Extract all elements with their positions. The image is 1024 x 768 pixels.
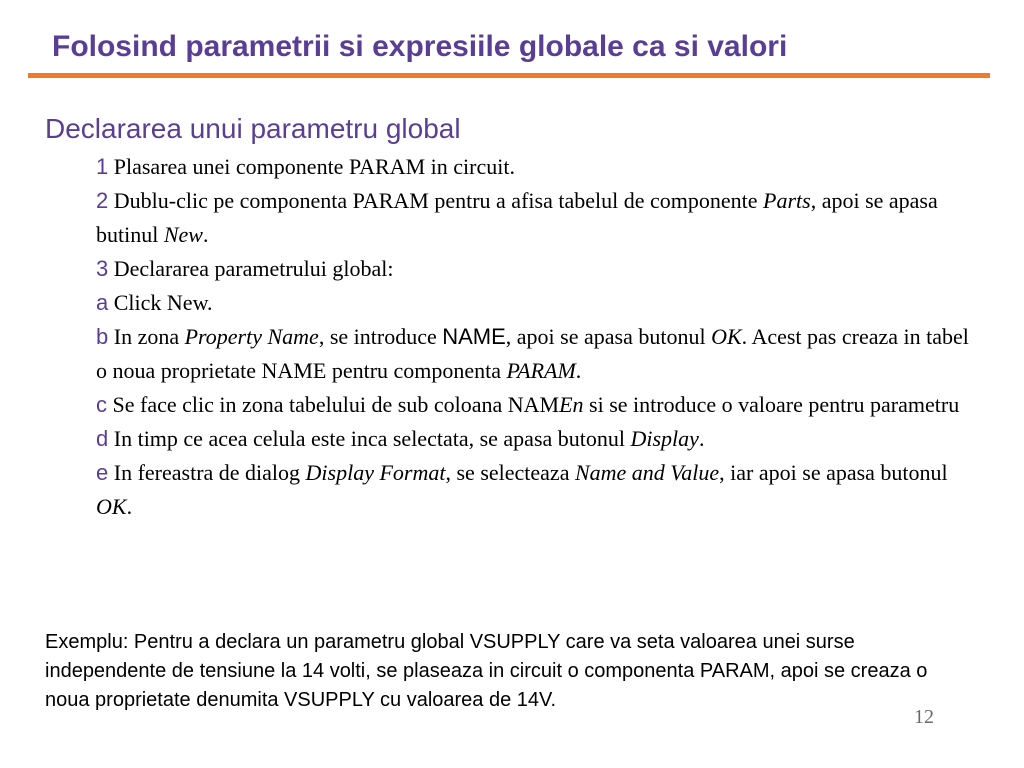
step-letter: c bbox=[96, 392, 107, 417]
step-number: 2 bbox=[96, 188, 109, 213]
step-italic-term: Display Format bbox=[305, 460, 446, 485]
slide-title: Folosind parametrii si expresiile globale ca si valori bbox=[52, 30, 788, 63]
step-text: . bbox=[126, 494, 133, 519]
step-text: , se introduce bbox=[318, 324, 443, 349]
step-letter: a bbox=[96, 290, 109, 315]
step-italic-term: Parts bbox=[763, 188, 811, 213]
step-italic-term: OK bbox=[96, 494, 127, 519]
step-text: In timp ce acea celula este inca selectata, se apasa butonul bbox=[113, 426, 631, 451]
step-e bbox=[96, 456, 976, 524]
step-letter: d bbox=[96, 426, 109, 451]
title-rule bbox=[28, 73, 990, 78]
step-text: In zona bbox=[113, 324, 185, 349]
step-number: 3 bbox=[96, 256, 109, 281]
step-text: . bbox=[698, 426, 705, 451]
step-3 bbox=[96, 252, 976, 286]
step-italic-term: En bbox=[559, 392, 584, 417]
step-text: , apoi se apasa butonul bbox=[505, 324, 712, 349]
step-1 bbox=[96, 150, 976, 184]
step-text: . bbox=[575, 358, 582, 383]
step-code-term: NAME bbox=[442, 324, 506, 349]
step-text: , iar apoi se apasa butonul bbox=[719, 460, 948, 485]
step-text: Se face clic in zona tabelului de sub coloana NAM bbox=[112, 392, 560, 417]
page-number: 12 bbox=[914, 706, 934, 728]
steps-list bbox=[96, 150, 976, 524]
step-letter: b bbox=[96, 324, 109, 349]
step-text: . bbox=[202, 222, 209, 247]
step-2 bbox=[96, 184, 976, 252]
step-text: , apoi se apasa butinul bbox=[96, 188, 938, 247]
step-text: In fereastra de dialog bbox=[113, 460, 306, 485]
step-italic-term: OK bbox=[711, 324, 742, 349]
step-text: , se selecteaza bbox=[445, 460, 575, 485]
step-text: Plasarea unei componente PARAM in circuit. bbox=[113, 154, 515, 179]
step-letter: e bbox=[96, 460, 109, 485]
step-a bbox=[96, 286, 976, 320]
step-c bbox=[96, 388, 976, 422]
step-italic-term: Name and Value bbox=[574, 460, 720, 485]
step-italic-term: New bbox=[163, 222, 203, 247]
step-number: 1 bbox=[96, 154, 109, 179]
step-b bbox=[96, 320, 976, 388]
step-text: Declararea parametrului global: bbox=[113, 256, 394, 281]
step-text: Dublu-clic pe componenta PARAM pentru a afisa tabelul de componente bbox=[113, 188, 763, 213]
step-text: . Acest pas creaza in tabel o noua proprietate NAME pentru componenta bbox=[96, 324, 969, 383]
example-paragraph: Exemplu: Pentru a declara un parametru global VSUPPLY care va seta valoarea unei surse independente de tensiune la 14 volti, se plaseaza in circuit o componenta PARAM, apoi se creaza o noua proprietate denumita VSUPPLY cu valoarea de 14V. bbox=[45, 631, 928, 711]
step-italic-term: Property Name bbox=[184, 324, 319, 349]
step-italic-term: Display bbox=[630, 426, 699, 451]
step-italic-term: PARAM bbox=[506, 358, 576, 383]
step-d bbox=[96, 422, 976, 456]
section-heading: Declararea unui parametru global bbox=[45, 113, 461, 144]
step-text: Click New. bbox=[113, 290, 213, 315]
step-text: si se introduce o valoare pentru parametru bbox=[583, 392, 960, 417]
